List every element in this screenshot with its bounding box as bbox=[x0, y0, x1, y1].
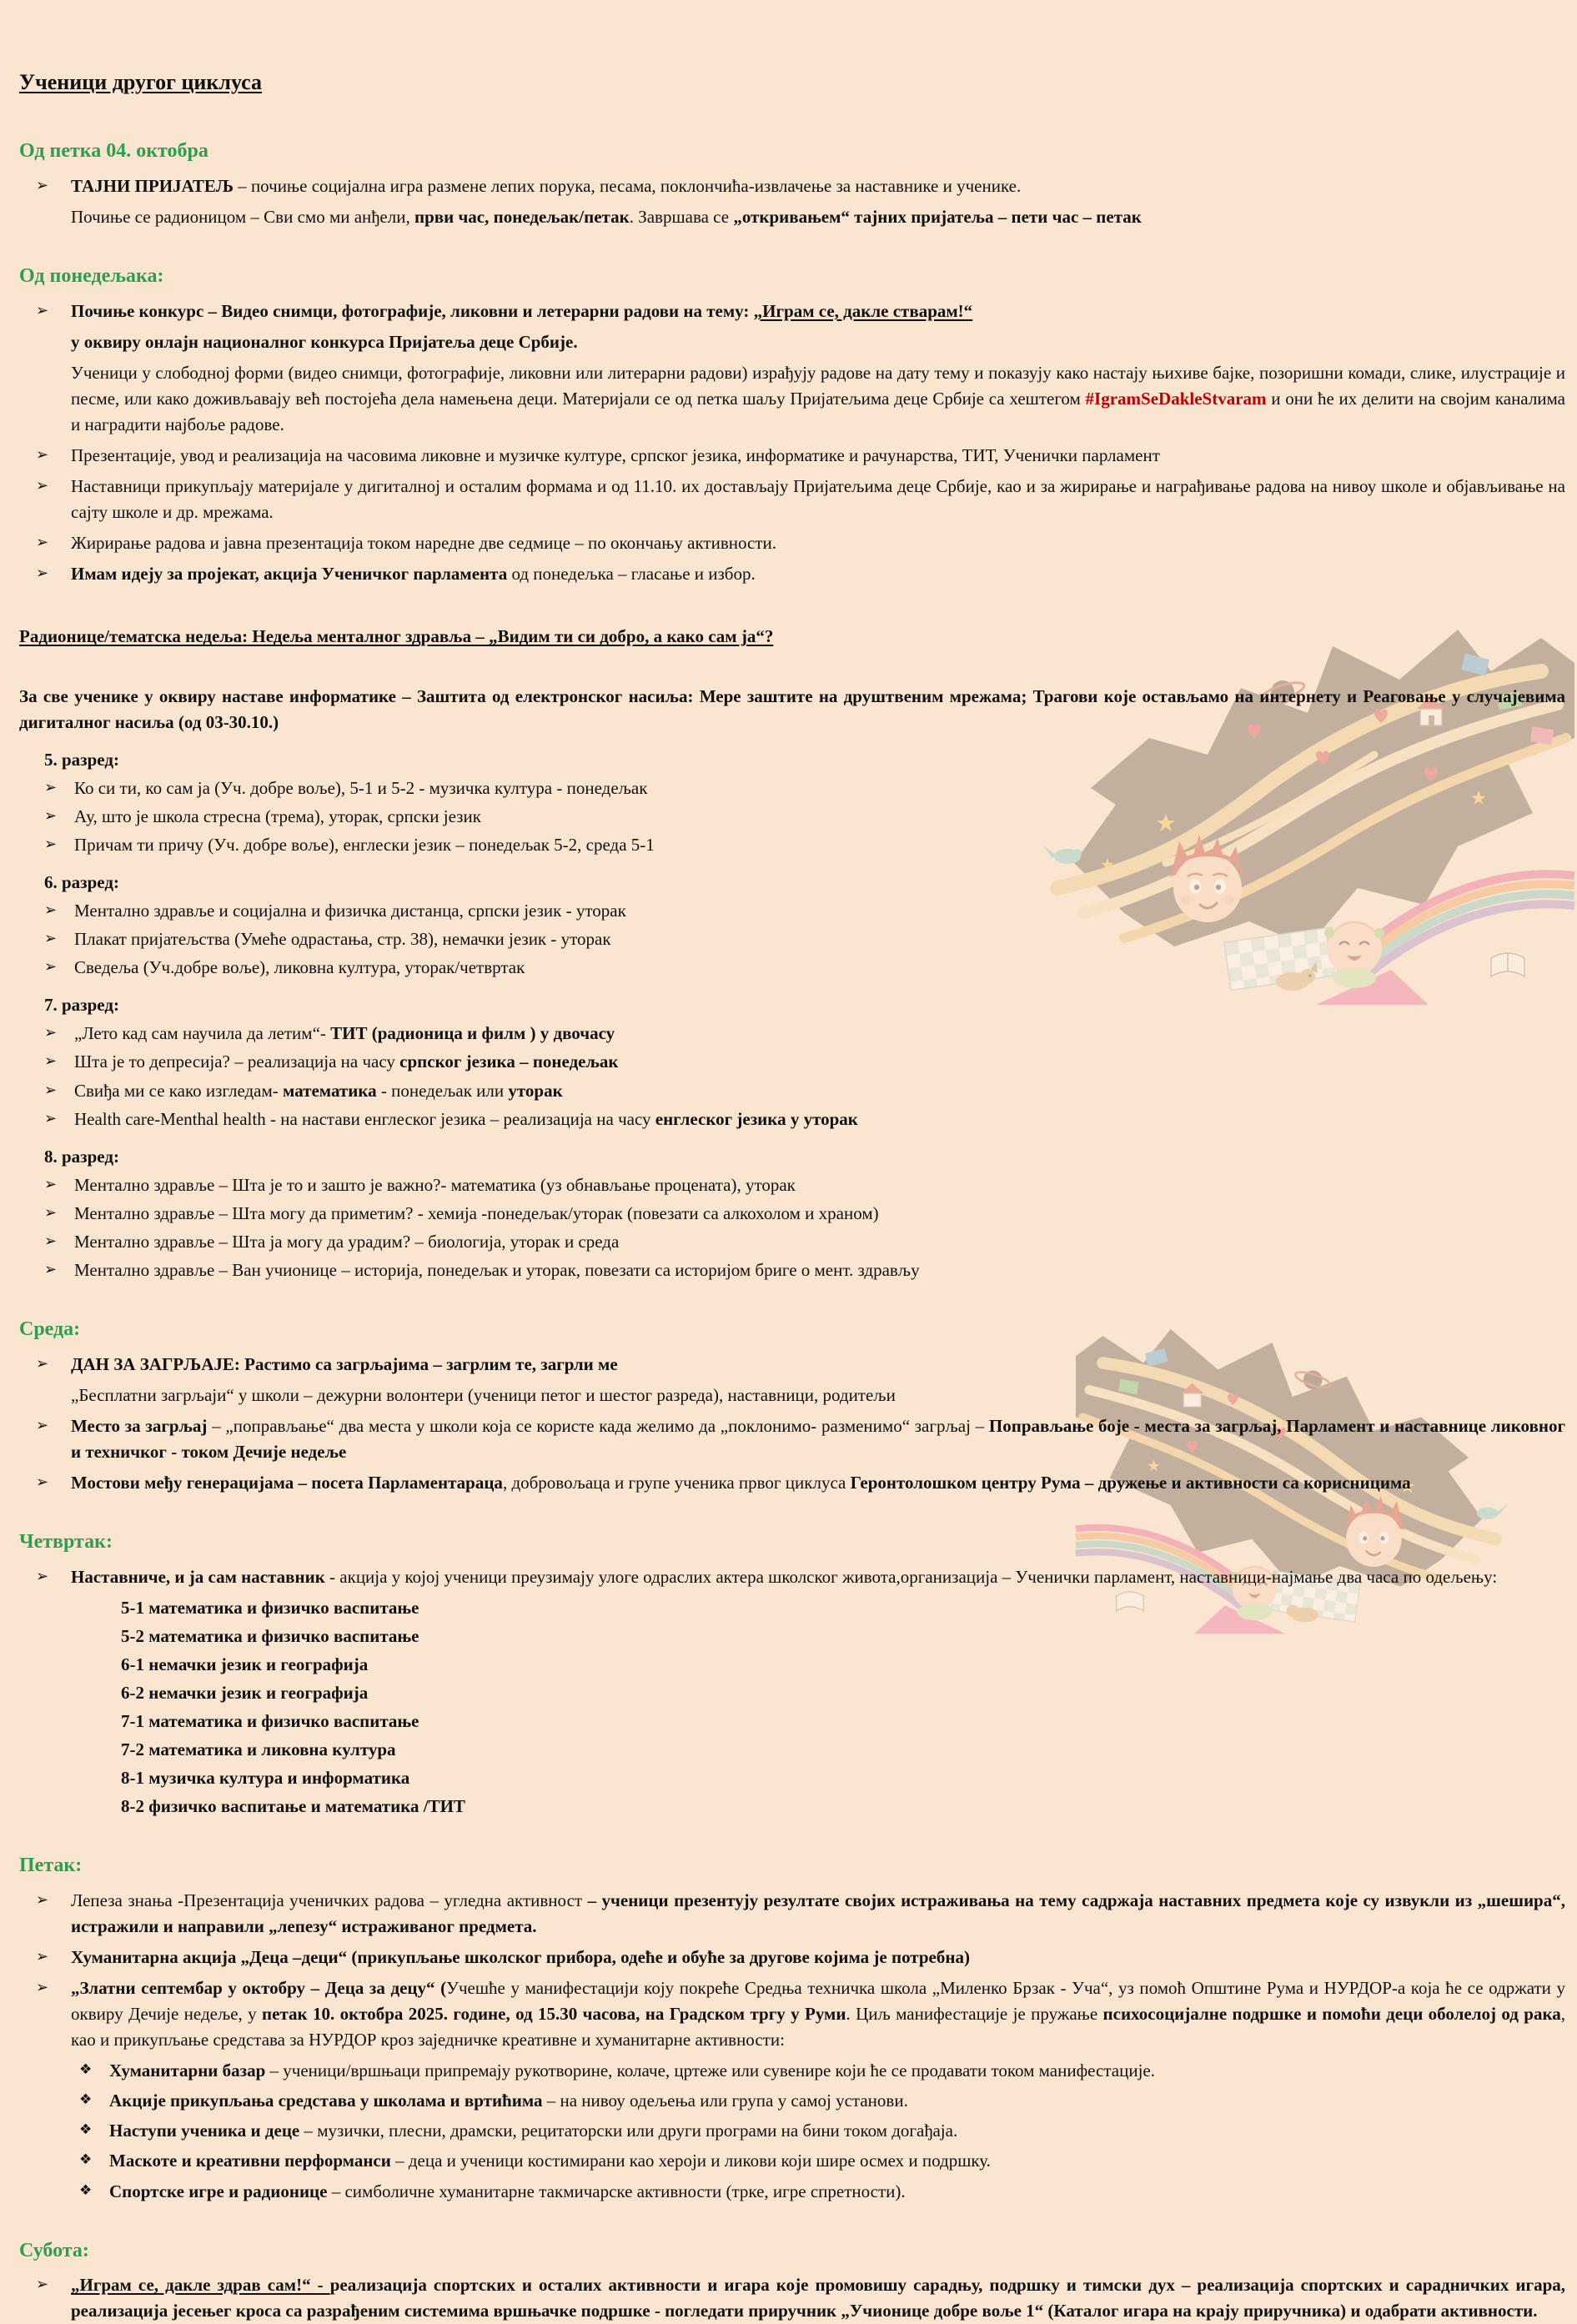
arrow-bullet-icon: ➢ bbox=[44, 1081, 58, 1099]
arrow-bullet-icon: ➢ bbox=[44, 1109, 58, 1127]
text-run: Ученици другог циклуса bbox=[19, 70, 263, 94]
section-item1-53 bbox=[19, 2118, 1565, 2144]
section-strongline-12 bbox=[19, 624, 1565, 650]
section-item0-49 bbox=[19, 1945, 1565, 1970]
text-run: енглеског језика у уторак bbox=[655, 1108, 858, 1129]
text-run: петак 10. октобра 2025. године, од 15.30 часова, на Градском тргу у Руми bbox=[262, 2004, 846, 2025]
arrow-bullet-icon: ➢ bbox=[36, 1473, 49, 1491]
text-run: Акције прикупљања средстава у школама и вртићима bbox=[109, 2091, 543, 2111]
arrow-bullet-icon: ➢ bbox=[36, 1567, 49, 1585]
text-run: 8. разред: bbox=[44, 1146, 119, 1167]
section-item0-8 bbox=[19, 443, 1565, 469]
text-run: Учешће у манифестацији коју покреће Средња техничка школа „Миленко Брзак - Уча“, уз помоћ Општине Рума и НУРДОР-а која ће се одржати у оквиру Дечије недеље, у bbox=[71, 1977, 1565, 2025]
text-run: . Циљ манифестације је пружање bbox=[846, 2004, 1103, 2025]
section-gitem-28 bbox=[19, 1172, 1565, 1198]
text-run: Од петка 04. октобра bbox=[19, 140, 208, 163]
section-classline-43 bbox=[121, 1709, 1565, 1734]
section-item0-48 bbox=[19, 1888, 1565, 1940]
text-run: ТАЈНИ ПРИЈАТЕЉ bbox=[71, 175, 234, 196]
section-item0-9 bbox=[19, 474, 1565, 525]
section-item1-52 bbox=[19, 2088, 1565, 2114]
text-run: Маскоте и креативни перформанси bbox=[109, 2151, 391, 2171]
text-run: Лепеза знања -Презентација ученичких радова – угледна активност bbox=[71, 1890, 588, 1910]
text-run: Почиње конкурс – Видео снимци, фотографије, ликовни и летерарни радови на тему: bbox=[71, 300, 754, 321]
text-run: Хуманитарна акција „Деца –деци“ (прикупљање школског прибора, одеће и обуће за другове којима је потребна) bbox=[71, 1946, 970, 1967]
section-item0-50 bbox=[19, 1975, 1565, 2053]
text-run: Четвртак: bbox=[19, 1530, 113, 1553]
arrow-bullet-icon: ➢ bbox=[44, 1203, 58, 1222]
text-run: Радионице/тематска недеља: Недеља менталног здравља – „Видим ти си добро, а како сам ја“? bbox=[19, 626, 774, 647]
text-run: Ау, што је школа стресна (трема), уторак, српски језик bbox=[74, 806, 481, 826]
section-gitem-30 bbox=[19, 1229, 1565, 1255]
text-run: 5-1 математика и физичко васпитање bbox=[121, 1597, 419, 1618]
arrow-bullet-icon: ➢ bbox=[36, 1416, 49, 1434]
text-run: 5-2 математика и физичко васпитање bbox=[121, 1625, 419, 1646]
text-run: Свиђа ми се како изгледам- bbox=[74, 1080, 284, 1101]
section-classline-42 bbox=[121, 1680, 1565, 1706]
arrow-bullet-icon: ➢ bbox=[44, 1175, 58, 1193]
text-run: – почиње социјална игра размене лепих порука, песама, поклончића-извлачење за наставнике и ученике. bbox=[233, 175, 1022, 196]
text-run: Ментално здравље и социјална и физичка дистанца, српски језик - уторак bbox=[74, 901, 626, 921]
text-run: 6. разред: bbox=[44, 871, 119, 892]
section-item1-54 bbox=[19, 2148, 1565, 2174]
section-item0-35 bbox=[19, 1413, 1565, 1465]
section-heading-4 bbox=[19, 262, 1565, 292]
text-run: За све ученике у оквиру наставе информатике – Заштита од електронског насиља: Мере заштите на друштвеним мрежама; Трагови које остављамо на интернету и Реаговање у случајевима дигиталног насиља (од 03-30.10.) bbox=[19, 685, 1565, 732]
section-item0-2 bbox=[19, 173, 1565, 199]
section-gitem-29 bbox=[19, 1201, 1565, 1227]
section-cont0-6 bbox=[71, 329, 1565, 355]
text-run: Петак: bbox=[19, 1855, 83, 1877]
section-gitem-23 bbox=[19, 1021, 1565, 1047]
text-run: од понедељка – гласање и избор. bbox=[507, 564, 756, 585]
section-item0-57 bbox=[19, 2272, 1565, 2324]
arrow-bullet-icon: ➢ bbox=[36, 2276, 49, 2294]
text-run: – „поправљање“ два места у школи која се користе када желимо да „поклонимо- разменимо“ загрљај – bbox=[207, 1415, 989, 1436]
text-run: ДАН ЗА ЗАГРЉАЈЕ: Растимо са загрљајима – загрлим те, загрли ме bbox=[71, 1353, 618, 1374]
section-classline-39 bbox=[121, 1595, 1565, 1621]
text-run: Ко си ти, ко сам ја (Уч. добре воље), 5-1 и 5-2 - музичка култура - понедељак bbox=[74, 777, 648, 798]
text-run: – симболичне хуманитарне такмичарске активности (трке, игре спретности). bbox=[327, 2181, 906, 2201]
section-boldpara-13 bbox=[19, 684, 1565, 735]
section-item1-51 bbox=[19, 2058, 1565, 2084]
text-run: 5. разред: bbox=[44, 749, 119, 770]
text-run: математика bbox=[283, 1080, 377, 1101]
section-item0-36 bbox=[19, 1470, 1565, 1496]
text-run: Почиње се радионицом – Сви смо ми анђели, bbox=[71, 207, 414, 228]
section-gitem-24 bbox=[19, 1049, 1565, 1075]
section-classline-46 bbox=[121, 1794, 1565, 1820]
section-heading-32 bbox=[19, 1315, 1565, 1345]
text-run: – на нивоу одељења или група у самој установи. bbox=[542, 2091, 908, 2111]
section-para0-7 bbox=[71, 360, 1565, 438]
section-gradehead-22 bbox=[44, 992, 1565, 1018]
section-heading-1 bbox=[19, 137, 1565, 167]
text-run: - понедељак или bbox=[376, 1080, 509, 1101]
text-run: 6-2 немачки језик и географија bbox=[121, 1682, 369, 1703]
text-run: први час, понедељак/петак bbox=[414, 207, 630, 228]
diamond-bullet-icon: ❖ bbox=[79, 2151, 93, 2169]
section-classline-44 bbox=[121, 1737, 1565, 1763]
arrow-bullet-icon: ➢ bbox=[44, 1261, 58, 1278]
section-item0-10 bbox=[19, 530, 1565, 556]
text-run: „Играм се, дакле стварам!“ bbox=[753, 300, 973, 321]
section-gradehead-18 bbox=[44, 870, 1565, 896]
text-run: #IgramSeDakleStvaram bbox=[1085, 388, 1267, 409]
text-run: 8-2 физичко васпитање и математика /ТИТ bbox=[121, 1796, 465, 1817]
text-run: Сведеља (Уч.добре воље), ликовна култура, уторак/четвртак bbox=[74, 957, 525, 978]
text-run: . Завршава се bbox=[629, 207, 734, 228]
text-run: Ментално здравље – Шта могу да приметим? - хемија -понедељак/уторак (повезати са алкохолом и храном) bbox=[74, 1202, 879, 1223]
text-run: - акција у којој ученици преузимају улоге одраслих актера школског живота,организација – Ученички парламент, наставници-најмање два часа по одељењу: bbox=[324, 1566, 1498, 1587]
text-run: 7. разред: bbox=[44, 995, 119, 1016]
text-run: Геронтолошком центру Рума – дружење и активности са корисницима bbox=[850, 1472, 1411, 1493]
section-gitem-31 bbox=[19, 1257, 1565, 1283]
section-gitem-17 bbox=[19, 832, 1565, 858]
arrow-bullet-icon: ➢ bbox=[36, 477, 49, 495]
section-gitem-15 bbox=[19, 776, 1565, 801]
diamond-bullet-icon: ❖ bbox=[79, 2061, 93, 2079]
text-run: Презентације, увод и реализација на часовима ликовне и музичке културе, српског језика, информатике и рачунарства, ТИТ, Ученички парламент bbox=[71, 445, 1160, 466]
text-run: уторак bbox=[508, 1080, 563, 1101]
section-gitem-20 bbox=[19, 926, 1565, 952]
arrow-bullet-icon: ➢ bbox=[36, 176, 49, 194]
section-gitem-16 bbox=[19, 804, 1565, 830]
section-heading-56 bbox=[19, 2236, 1565, 2266]
text-run: Наставниче, и ја сам наставник bbox=[71, 1566, 325, 1587]
text-run: Шта је то депресија? – реализација на часу bbox=[74, 1052, 400, 1072]
text-run: Ученици у слободној форми (видео снимци, фотографије, ликовни или литерарни радови) израђују радове на дату тему и показују како настају њихиве бајке, позоришни комади, слике, илустрације и песме, или како доживљавају већ постојећа дела намењена деци. Материјали се од петка шаљу Пријатељима деце Србије са хештегом bbox=[71, 362, 1565, 409]
text-run: Од понедељака: bbox=[19, 265, 164, 288]
text-run: Субота: bbox=[19, 2239, 89, 2261]
text-run: и они ће их делити на својим каналима и наградити најбоље радове. bbox=[71, 388, 1565, 434]
text-run: Наступи ученика и деце bbox=[109, 2121, 300, 2141]
section-title-0 bbox=[19, 67, 1565, 98]
text-run: Ментално здравље – Шта ја могу да урадим? – биологија, уторак и среда bbox=[74, 1231, 620, 1252]
text-run: Мостови међу генерацијама – посета Парламентараца bbox=[71, 1472, 503, 1493]
section-classline-40 bbox=[121, 1624, 1565, 1649]
text-run: , као и прикупљање средстава за НУРДОР кроз заједничке креативне и хуманитарне активности: bbox=[71, 2004, 1565, 2050]
text-run: 7-2 математика и ликовна култура bbox=[121, 1739, 396, 1759]
text-run: психосоцијалне подршке и помоћи деци оболелој од рака bbox=[1102, 2004, 1561, 2025]
arrow-bullet-icon: ➢ bbox=[44, 806, 58, 825]
section-heading-37 bbox=[19, 1528, 1565, 1558]
text-run: 7-1 математика и физичко васпитање bbox=[121, 1710, 419, 1731]
text-run: српског језика – понедељак bbox=[399, 1052, 619, 1072]
text-run: – музички, плесни, драмски, рецитаторски или други програми на бини током догађаја. bbox=[299, 2121, 958, 2141]
arrow-bullet-icon: ➢ bbox=[44, 835, 58, 853]
arrow-bullet-icon: ➢ bbox=[36, 565, 49, 583]
text-run: „Лето кад сам научила да летим“- bbox=[74, 1023, 331, 1044]
section-classline-41 bbox=[121, 1652, 1565, 1678]
text-run: Наставници прикупљају материјале у дигиталној и осталим формама и од 11.10. их достављају Пријатељима деце Србије, као и за жирирање и награђивање радова на нивоу школе и објављивање на сајту школе и др. мрежама. bbox=[71, 476, 1565, 523]
arrow-bullet-icon: ➢ bbox=[44, 930, 58, 948]
arrow-bullet-icon: ➢ bbox=[36, 1890, 49, 1909]
text-run: Имам идеју за пројекат, акција Ученичког парламента bbox=[71, 564, 508, 585]
diamond-bullet-icon: ❖ bbox=[79, 2091, 93, 2109]
text-run: Поправљање боје - места за загрљај, Парламент и наставнице ликовног и техничког - током Дечије недеље bbox=[71, 1415, 1565, 1462]
section-cont0-3 bbox=[71, 204, 1565, 230]
arrow-bullet-icon: ➢ bbox=[44, 1024, 58, 1042]
section-gitem-25 bbox=[19, 1078, 1565, 1104]
section-gradehead-14 bbox=[44, 747, 1565, 773]
text-run: ТИТ (радионица и филм ) у двочасу bbox=[330, 1023, 615, 1044]
arrow-bullet-icon: ➢ bbox=[36, 534, 49, 552]
section-gitem-21 bbox=[19, 955, 1565, 981]
arrow-bullet-icon: ➢ bbox=[36, 1978, 49, 1996]
arrow-bullet-icon: ➢ bbox=[36, 1947, 49, 1965]
section-gitem-19 bbox=[19, 898, 1565, 924]
text-run: Место за загрљај bbox=[71, 1415, 208, 1436]
arrow-bullet-icon: ➢ bbox=[44, 1232, 58, 1250]
text-run: Плакат пријатељства (Умеће одрастања, стр. 38), немачки језик - уторак bbox=[74, 929, 611, 950]
text-run: – ученици/вршњаци припремају рукотворине, колаче, цртеже или сувенире који ће се продавати током манифестације. bbox=[265, 2060, 1155, 2081]
section-item1-55 bbox=[19, 2179, 1565, 2205]
text-run: Хуманитарни базар bbox=[109, 2060, 266, 2081]
text-run: реализација спортских и осталих активности и игара које промовишу сарадњу, подршку и тимски дух – реализација спортских и сарадничких игара, реализација јесењег кроса са разрађеним системима вршњачке подршке - погледати приручник „Учионице добре воље 1“ (Каталог игара на крају приручника) и одабрати активности. bbox=[71, 2275, 1565, 2321]
text-run: , добровољаца и групе ученика првог циклуса bbox=[502, 1472, 851, 1493]
section-gitem-26 bbox=[19, 1107, 1565, 1132]
section-cont0-34 bbox=[71, 1383, 1565, 1408]
text-run: Среда: bbox=[19, 1318, 81, 1341]
text-run: „Бесплатни загрљаји“ у школи – дежурни волонтери (ученици петог и шестог разреда), наставници, родитељи bbox=[71, 1384, 896, 1405]
text-run: – деца и ученици костимирани као хероји и ликови који шире осмех и подршку. bbox=[390, 2151, 991, 2171]
text-run: Жирирање радова и јавна презентација током наредне две седмице – по окончању активности. bbox=[71, 533, 776, 554]
text-run: „Играм се, дакле здрав сам!“ - bbox=[71, 2275, 330, 2296]
text-run: Спортске игре и радионице bbox=[109, 2181, 328, 2201]
arrow-bullet-icon: ➢ bbox=[36, 1354, 49, 1373]
section-item0-33 bbox=[19, 1352, 1565, 1378]
diamond-bullet-icon: ❖ bbox=[79, 2181, 93, 2199]
text-run: Причам ти причу (Уч. добре воље), енглески језик – понедељак 5-2, среда 5-1 bbox=[74, 834, 655, 855]
text-run: 6-1 немачки језик и географија bbox=[121, 1654, 369, 1674]
text-run: Health care-Menthal health - на настави енглеског језика – реализација на часу bbox=[74, 1108, 655, 1129]
arrow-bullet-icon: ➢ bbox=[36, 301, 49, 319]
text-run: Ментално здравље – Ван учионице – историја, понедељак и уторак, повезати са историјом бриге о мент. здрављу bbox=[74, 1260, 920, 1280]
section-gradehead-27 bbox=[44, 1144, 1565, 1170]
section-item0-5 bbox=[19, 299, 1565, 324]
text-run: 8-1 музичка култура и информатика bbox=[121, 1768, 410, 1789]
text-run: у оквиру онлајн националног конкурса Пријатеља деце Србије. bbox=[71, 331, 578, 352]
arrow-bullet-icon: ➢ bbox=[44, 958, 58, 976]
arrow-bullet-icon: ➢ bbox=[36, 446, 49, 464]
arrow-bullet-icon: ➢ bbox=[44, 901, 58, 920]
arrow-bullet-icon: ➢ bbox=[44, 778, 58, 796]
arrow-bullet-icon: ➢ bbox=[44, 1052, 58, 1071]
section-classline-45 bbox=[121, 1765, 1565, 1791]
text-run: Ментално здравље – Шта је то и зашто је важно?- математика (уз обнављање процената), уторак bbox=[74, 1174, 796, 1195]
section-item0-11 bbox=[19, 561, 1565, 587]
section-heading-47 bbox=[19, 1851, 1565, 1881]
diamond-bullet-icon: ❖ bbox=[79, 2121, 93, 2139]
text-run: „откривањем“ тајних пријатеља – пети час – петак bbox=[733, 207, 1142, 228]
section-item0-38 bbox=[19, 1564, 1565, 1590]
text-run: – ученици презентују резултате својих истраживања на тему садржаја наставних предмета које су извукли из „шешира“, истражили и направили „лепезу“ истраживаног предмета. bbox=[71, 1890, 1565, 1936]
text-run: „Златни септембар у октобру – Деца за децу“ ( bbox=[71, 1977, 447, 1998]
